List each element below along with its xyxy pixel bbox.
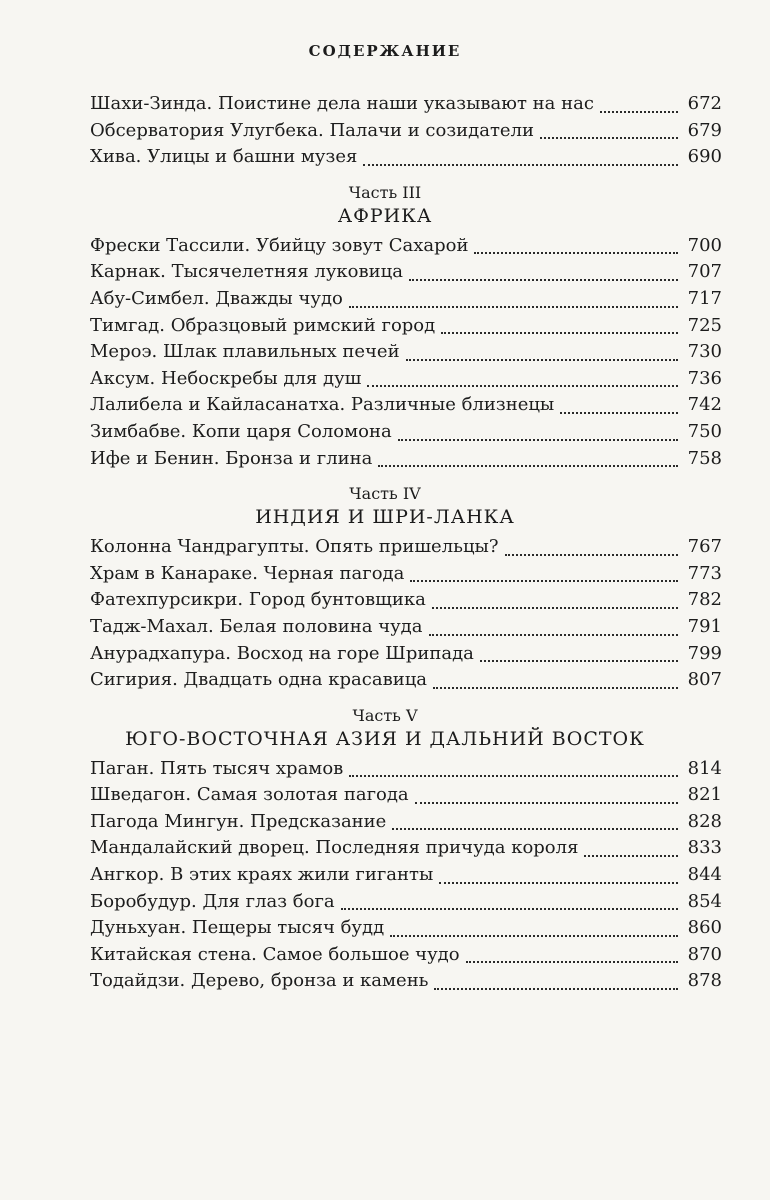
toc-entry-title: Мандалайский дворец. Последняя причуда короля <box>90 837 579 859</box>
toc-entry-title: Тимгад. Образцовый римский город <box>90 314 436 336</box>
dot-leader <box>367 385 678 387</box>
toc-entry-title: Шахи-Зинда. Поистине дела наши указывают на нас <box>90 93 594 114</box>
toc-entry-title: Сигирия. Двадцать одна красавица <box>90 669 428 691</box>
dot-leader <box>560 412 678 414</box>
dot-leader <box>480 660 678 662</box>
toc-entry-title: Пагода Мингун. Предсказание <box>90 810 387 832</box>
dot-leader <box>584 855 678 857</box>
toc-entry <box>90 835 722 862</box>
dot-leader <box>410 580 678 582</box>
toc-entry <box>90 534 722 561</box>
toc-entry-page: 707 <box>687 261 722 283</box>
toc-entry <box>90 641 722 668</box>
dot-leader <box>432 607 678 609</box>
toc-entry-page: 814 <box>687 757 722 779</box>
toc-entry-title: Паган. Пять тысяч храмов <box>90 757 344 779</box>
dot-leader <box>341 908 678 910</box>
dot-leader <box>363 164 678 166</box>
toc-entry-page: 844 <box>687 864 722 886</box>
toc-entry-page: 717 <box>687 287 722 309</box>
toc-entry <box>90 614 722 641</box>
dot-leader <box>409 279 678 281</box>
toc-entry-title: Мероэ. Шлак плавильных печей <box>90 341 400 363</box>
toc-entry <box>90 862 722 889</box>
dot-leader <box>433 687 678 689</box>
toc-entry-page: 854 <box>687 890 722 912</box>
toc-entry-page: 690 <box>687 146 722 168</box>
dot-leader <box>474 252 678 254</box>
part-title: ИНДИЯ И ШРИ-ЛАНКА <box>255 506 515 529</box>
toc-entry <box>90 419 722 446</box>
toc-entry-title: Карнак. Тысячелетняя луковица <box>90 261 403 283</box>
toc-entry-page: 672 <box>687 93 722 114</box>
toc-entry-page: 700 <box>687 234 722 256</box>
toc-entry-title: Тадж-Махал. Белая половина чуда <box>90 615 423 637</box>
toc-entry-page: 860 <box>687 917 722 939</box>
toc-entry <box>90 259 722 286</box>
toc-entry <box>90 809 722 836</box>
toc-entry <box>90 446 722 473</box>
toc-entry-title: Ангкор. В этих краях жили гиганты <box>90 864 434 886</box>
toc-entry-page: 773 <box>687 562 722 584</box>
toc-entry-page: 750 <box>687 420 722 442</box>
toc-entry-title: Храм в Канараке. Черная пагода <box>90 562 405 584</box>
toc-entry-title: Фрески Тассили. Убийцу зовут Сахарой <box>90 234 469 256</box>
dot-leader <box>415 802 678 804</box>
toc-entry-title: Аксум. Небоскребы для душ <box>90 367 362 389</box>
toc-entry-title: Фатехпурсикри. Город бунтовщика <box>90 589 426 611</box>
toc-entry <box>90 889 722 916</box>
toc-entry <box>90 968 722 995</box>
toc-entry-title: Зимбабве. Копи царя Соломона <box>90 420 392 442</box>
toc-entry <box>90 366 722 393</box>
toc-entry-title: Ифе и Бенин. Бронза и глина <box>90 447 373 469</box>
toc-entry <box>90 233 722 260</box>
toc-entry <box>90 118 722 145</box>
toc-entry-title: Обсерватория Улугбека. Палачи и созидатели <box>90 119 535 141</box>
dot-leader <box>349 306 678 308</box>
toc-entry-page: 736 <box>687 367 722 389</box>
toc-entry <box>90 561 722 588</box>
toc-entry-title: Колонна Чандрагупты. Опять пришельцы? <box>90 536 499 558</box>
part-label: Часть V <box>352 705 418 725</box>
toc-entry-page: 870 <box>687 943 722 965</box>
toc-entry-page: 758 <box>687 447 722 469</box>
dot-leader <box>406 359 678 361</box>
toc-entry <box>90 756 722 783</box>
dot-leader <box>378 465 678 467</box>
part-heading <box>0 706 770 752</box>
table-of-contents <box>90 91 722 995</box>
toc-entry <box>90 915 722 942</box>
toc-entry-page: 782 <box>687 589 722 611</box>
toc-entry-page: 799 <box>687 642 722 664</box>
dot-leader <box>466 961 678 963</box>
toc-entry-title: Лалибела и Кайласанатха. Различные близнецы <box>90 394 555 416</box>
toc-entry-page: 730 <box>687 341 722 363</box>
toc-entry-page: 679 <box>687 119 722 141</box>
toc-entry-title: Анурадхапура. Восход на горе Шрипада <box>90 642 474 664</box>
part-title: АФРИКА <box>337 204 433 227</box>
toc-entry-page: 878 <box>687 970 722 992</box>
part-heading <box>0 484 770 530</box>
toc-entry <box>90 91 722 118</box>
dot-leader <box>540 137 678 139</box>
toc-entry-title: Боробудур. Для глаз бога <box>90 890 335 912</box>
toc-entry-page: 742 <box>687 394 722 416</box>
toc-entry <box>90 587 722 614</box>
toc-entry <box>90 942 722 969</box>
toc-entry <box>90 286 722 313</box>
toc-entry-page: 791 <box>687 615 722 637</box>
toc-entry <box>90 392 722 419</box>
dot-leader <box>349 775 678 777</box>
dot-leader <box>429 634 679 636</box>
part-label: Часть IV <box>349 484 421 504</box>
toc-entry <box>90 313 722 340</box>
dot-leader <box>390 935 678 937</box>
dot-leader <box>600 111 678 113</box>
toc-entry <box>90 144 722 171</box>
toc-entry-page: 833 <box>687 837 722 859</box>
part-title: ЮГО-ВОСТОЧНАЯ АЗИЯ И ДАЛЬНИЙ ВОСТОК <box>125 727 645 750</box>
dot-leader <box>434 988 678 990</box>
toc-entry <box>90 667 722 694</box>
dot-leader <box>398 439 678 441</box>
toc-entry-page: 767 <box>687 536 722 558</box>
toc-entry-title: Хива. Улицы и башни музея <box>90 146 358 168</box>
toc-entry-title: Тодайдзи. Дерево, бронза и камень <box>90 970 429 992</box>
part-label: Часть III <box>348 182 422 202</box>
dot-leader <box>439 882 678 884</box>
toc-entry-page: 821 <box>687 784 722 806</box>
toc-entry-title: Шведагон. Самая золотая пагода <box>90 784 409 806</box>
toc-entry-title: Дуньхуан. Пещеры тысяч будд <box>90 917 385 939</box>
part-heading <box>0 183 770 229</box>
dot-leader <box>392 828 678 830</box>
page-header: СОДЕРЖАНИЕ <box>308 42 462 60</box>
toc-entry-title: Китайская стена. Самое большое чудо <box>90 943 460 965</box>
toc-entry-page: 725 <box>687 314 722 336</box>
toc-entry-title: Абу-Симбел. Дважды чудо <box>90 287 343 309</box>
dot-leader <box>441 332 678 334</box>
toc-entry-page: 807 <box>687 669 722 691</box>
dot-leader <box>505 554 679 556</box>
toc-entry <box>90 339 722 366</box>
toc-entry <box>90 782 722 809</box>
toc-entry-page: 828 <box>687 810 722 832</box>
